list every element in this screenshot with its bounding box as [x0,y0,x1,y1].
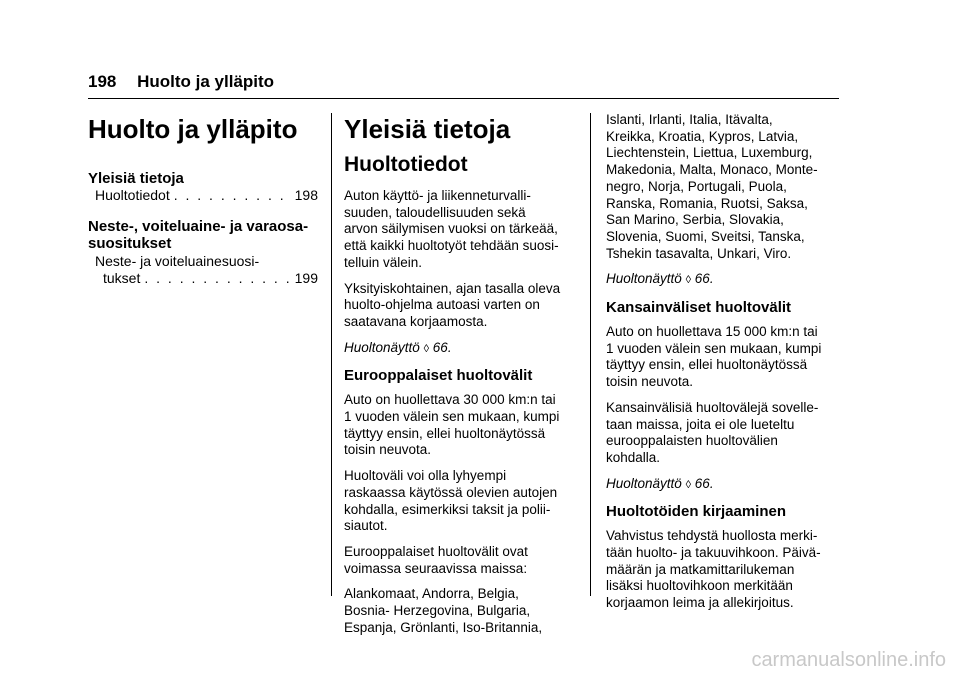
column-divider [331,113,332,596]
column-divider [590,113,591,596]
paragraph: Auto on huollettava 30 000 km:n tai 1 vuoden välein sen mukaan, kumpi täyttyy ensin, ellei huoltonäytössä toisin neuvota. [344,392,560,458]
toc-entry-page: 199 [294,270,318,286]
toc-leader-dots [144,270,290,287]
content-column-2 [344,112,576,645]
reference-text: Huoltonäyttö [606,271,682,287]
toc-entry-label-continued: tukset [103,270,141,286]
heading-international-intervals: Kansainväliset huoltovälit [606,299,792,317]
cross-reference[interactable] [606,476,840,494]
reference-suffix: . [709,271,714,287]
paragraph: Islanti, Irlanti, Italia, Itävalta, Kreikka, Kroatia, Kypros, Latvia, Liechtenstein, Liettua, Luxemburg, Makedonia, Malta, Monaco, Monte- negro, Norja, Portugali, Puola, Ranska, Romania, Ruotsi, Saksa, San Marino, Serbia, Slovakia, Slovenia, Suomi, Sveitsi, Tanska, Tshekin tasavalta, Unkari, Viro. [606,112,818,261]
page-number: 198 [88,72,117,91]
reference-page: 66 [694,475,710,491]
subsection-title: Huoltotiedot [344,153,468,176]
paragraph: Auton käyttö- ja liikenneturvalli- suuden, taloudellisuuden sekä arvon säilymisen vuoksi on tärkeää, että kaikki huoltotyöt tehdään suosi- telluin välein. [344,188,559,270]
header-divider [88,98,839,99]
toc-section-heading: Yleisiä tietoja [88,170,184,187]
chapter-title: Huolto ja ylläpito [88,114,298,144]
paragraph: Eurooppalaiset huoltovälit ovat voimassa seuraavissa maissa: [344,543,528,576]
paragraph: Huoltoväli voi olla lyhyempi raskaassa käytössä olevien autojen kohdalla, esimerkiksi taksit ja polii- siautot. [344,468,558,534]
section-title: Yleisiä tietoja [344,114,511,144]
chapter-toc [88,112,318,287]
content-column-3 [606,112,840,621]
page-reference-icon: ◊ [685,274,692,287]
heading-european-intervals: Eurooppalaiset huoltovälit [344,367,533,385]
page-reference-icon: ◊ [423,342,430,355]
paragraph: Kansainvälisiä huoltovälejä sovelle- taan maissa, joita ei ole lueteltu eurooppalaisten huoltovälien kohdalla. [606,399,819,465]
cross-reference[interactable] [606,271,840,289]
toc-entry-label: Huoltotiedot [95,187,170,203]
toc-entry-page: 198 [294,187,318,203]
paragraph: Vahvistus tehdystä huollosta merki- tään huolto- ja takuuvihkoon. Päivä- määrän ja matkamittarilukeman lisäksi huoltovihkoon merkitään korjaamon leima ja allekirjoitus. [606,528,821,611]
toc-section-heading: Neste-, voiteluaine- ja varaosa- suositukset [88,218,309,252]
heading-service-log: Huoltotöiden kirjaaminen [606,503,787,521]
reference-suffix: . [447,339,452,355]
reference-page: 66 [432,339,448,355]
page-reference-icon: ◊ [685,478,692,491]
paragraph: Auto on huollettava 15 000 km:n tai 1 vuoden välein sen mukaan, kumpi täyttyy ensin, ellei huoltonäytössä toisin neuvota. [606,324,822,390]
reference-page: 66 [694,271,710,287]
reference-text: Huoltonäyttö [344,339,420,355]
paragraph: Alankomaat, Andorra, Belgia, Bosnia- Herzegovina, Bulgaria, Espanja, Grönlanti, Iso-Britannia, [344,586,543,635]
toc-entry[interactable] [88,187,318,204]
toc-entry[interactable] [88,253,318,287]
toc-entry-label: Neste- ja voiteluainesuosi- [95,253,260,269]
header-title: Huolto ja ylläpito [137,72,275,91]
toc-leader-dots [174,187,291,204]
reference-suffix: . [709,475,714,491]
page-header [88,72,274,92]
cross-reference[interactable] [344,340,576,358]
watermark: carmanualsonline.info [751,649,946,671]
paragraph: Yksityiskohtainen, ajan tasalla oleva huolto-ohjelma autoasi varten on saatavana korjaamosta. [344,280,561,329]
reference-text: Huoltonäyttö [606,475,682,491]
